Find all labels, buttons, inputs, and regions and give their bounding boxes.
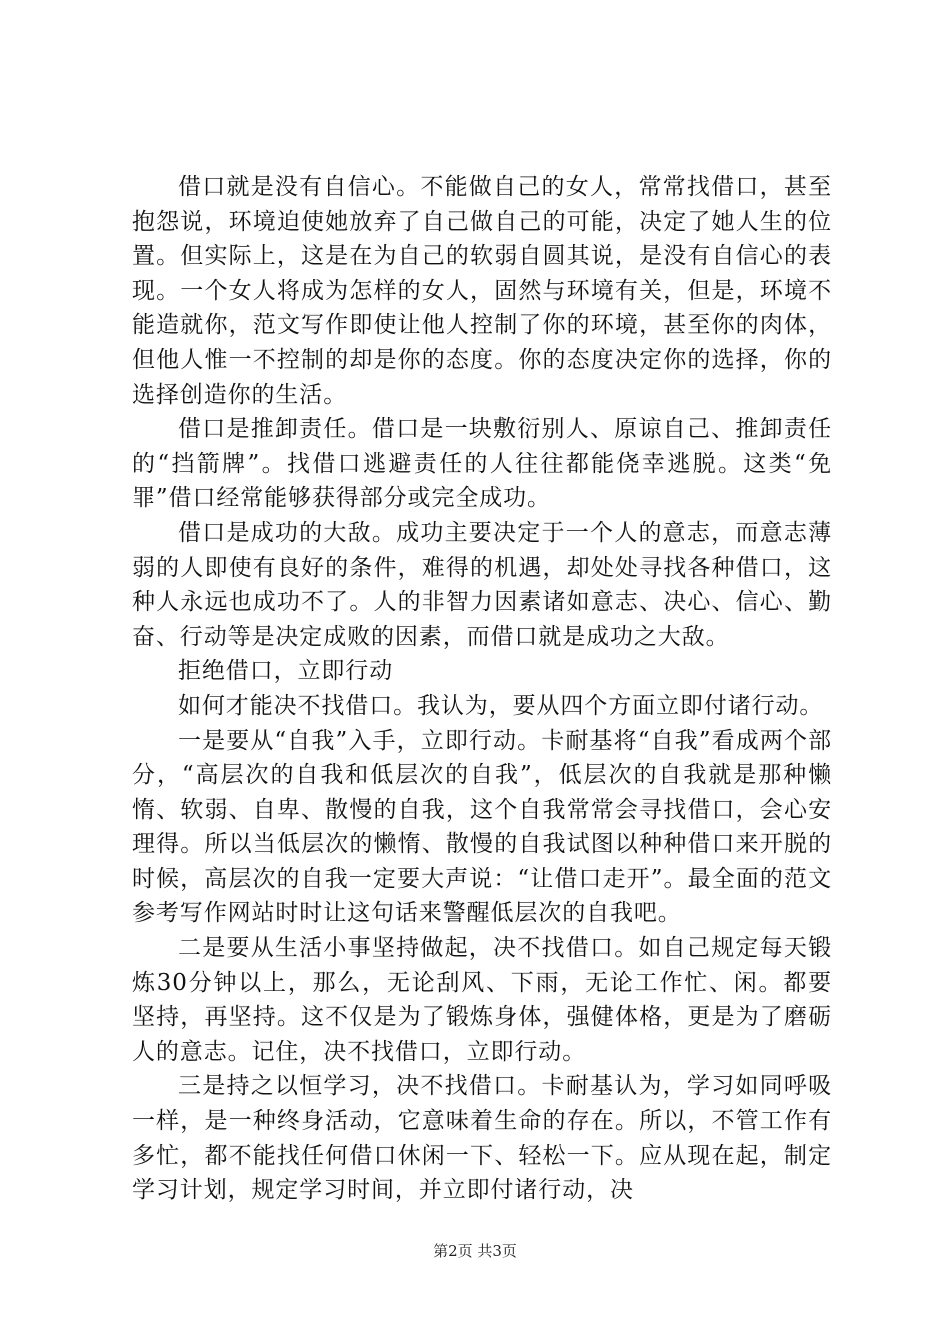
paragraph-point-three: 三是持之以恒学习，决不找借口。卡耐基认为，学习如同呼吸一样，是一种终身活动，它意味着生命的存在。所以，不管工作有多忙，都不能找任何借口休闲一下、轻松一下。应从现在起，制定学习计划，规定学习时间，并立即付诸行动，决 (132, 1073, 832, 1204)
page-footer: 第2页 共3页 (433, 1242, 517, 1260)
section-heading: 拒绝借口，立即行动 (178, 658, 394, 685)
document-body (132, 170, 832, 1208)
paragraph-point-two: 二是要从生活小事坚持做起，决不找借口。如自己规定每天锻炼30分钟以上，那么，无论刮风、下雨，无论工作忙、闲。都要坚持，再坚持。这不仅是为了锻炼身体，强健体格，更是为了磨砺人的意志。记住，决不找借口，立即行动。 (132, 935, 832, 1065)
paragraph-point-one: 一是要从“自我”入手，立即行动。卡耐基将“自我”看成两个部分，“高层次的自我和低层次的自我”，低层次的自我就是那种懒惰、软弱、自卑、散慢的自我，这个自我常常会寻找借口，会心安理得。所以当低层次的懒惰、散慢的自我试图以种种借口来开脱的时候，高层次的自我一定要大声说：“让借口走开”。最全面的范文参考写作网站时时让这句话来警醒低层次的自我吧。 (132, 727, 832, 927)
paragraph-how-to: 如何才能决不找借口。我认为，要从四个方面立即付诸行动。 (178, 692, 824, 719)
paragraph-excuse-enemy-of-success: 借口是成功的大敌。成功主要决定于一个人的意志，而意志薄弱的人即使有良好的条件，难得的机遇，却处处寻找各种借口，这种人永远也成功不了。人的非智力因素诸如意志、决心、信心、勤奋、行动等是决定成败的因素，而借口就是成功之大敌。 (132, 519, 832, 650)
paragraph-excuse-shirk-responsibility: 借口是推卸责任。借口是一块敷衍别人、原谅自己、推卸责任的“挡箭牌”。找借口逃避责任的人往往都能侥幸逃脱。这类“免罪”借口经常能够获得部分或完全成功。 (132, 416, 832, 512)
paragraph-excuse-no-confidence: 借口就是没有自信心。不能做自己的女人，常常找借口，甚至抱怨说，环境迫使她放弃了自己做自己的可能，决定了她人生的位置。但实际上，这是在为自己的软弱自圆其说，是没有自信心的表现。一个女人将成为怎样的女人，固然与环境有关，但是，环境不能造就你，范文写作即使让他人控制了你的环境，甚至你的肉体，但他人惟一不控制的却是你的态度。你的态度决定你的选择，你的选择创造你的生活。 (132, 174, 832, 408)
